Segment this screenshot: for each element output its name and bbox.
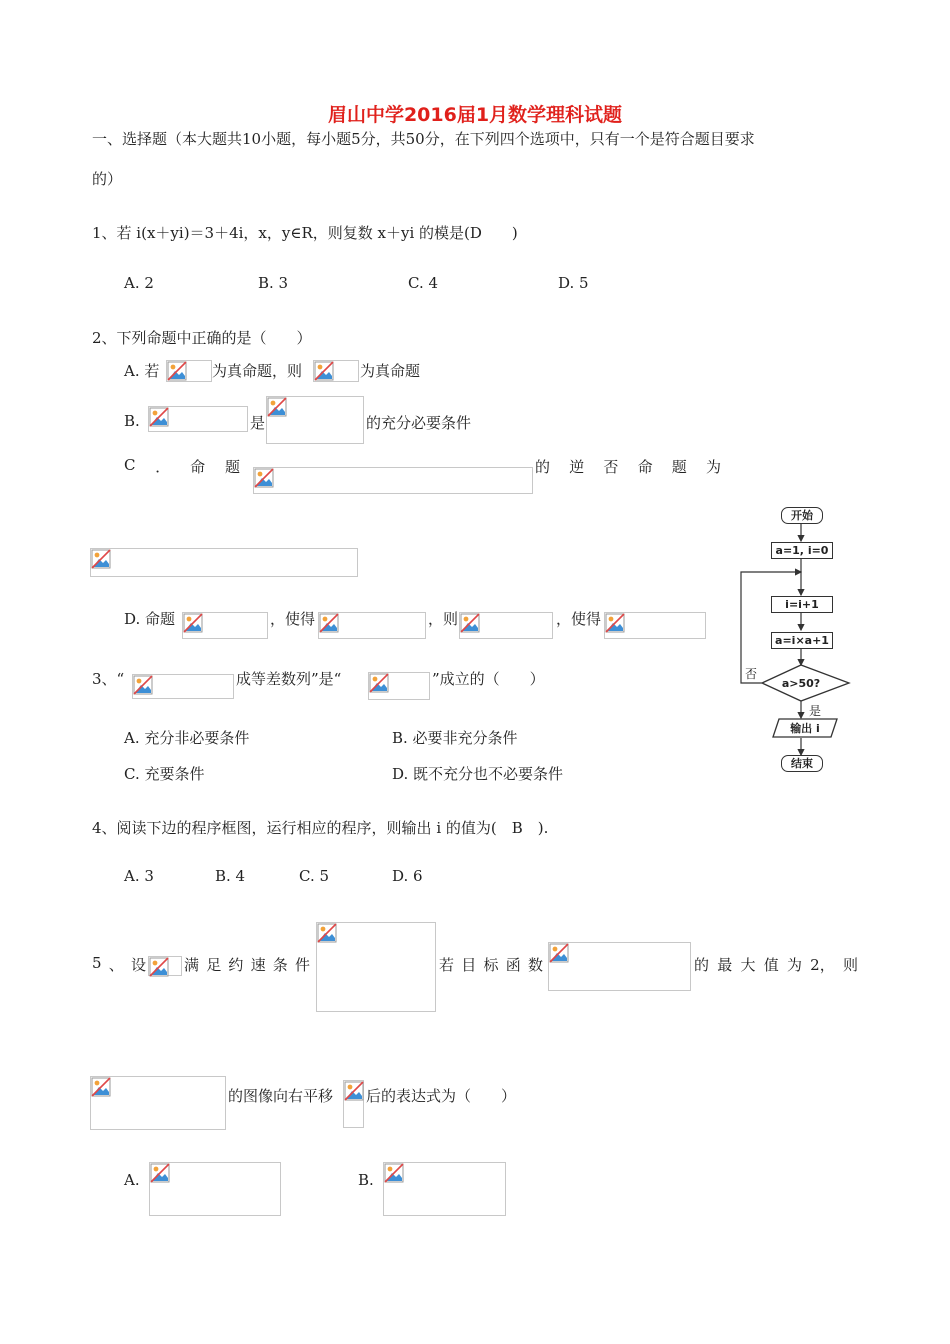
broken-image-icon [91, 1077, 111, 1097]
q2-c-char: 为 [705, 458, 721, 476]
q4-option-c: C. 5 [299, 867, 330, 885]
formula-image [316, 922, 436, 1012]
question-2-stem: 2、下列命题中正确的是（ ） [92, 329, 312, 347]
q5-char: 大 [740, 956, 756, 974]
formula-image [383, 1162, 506, 1216]
q3-stem-end: ”成立的（ ） [432, 670, 545, 688]
q5-line2-mid: 的图像向右平移 [228, 1087, 334, 1105]
broken-image-icon [549, 943, 569, 963]
formula-image [182, 612, 268, 639]
q5-char: 数 [527, 956, 543, 974]
broken-image-icon [314, 361, 334, 381]
q5-part4 [694, 954, 858, 975]
q5-char: 最 [717, 956, 733, 974]
q2-a-prefix: A. 若 [124, 362, 160, 380]
q5-option-a: A. [124, 1171, 140, 1189]
q2-b-suffix: 的充分必要条件 [366, 414, 472, 432]
q2-c-char: 的 [535, 458, 551, 476]
q2-c-char: 题 [671, 458, 687, 476]
q2-c-char: 否 [603, 458, 619, 476]
q3-option-d: D. 既不充分也不必要条件 [392, 765, 564, 783]
q3-stem-open: 3、“ [92, 670, 125, 688]
flowchart-condition: a>50? [781, 677, 821, 690]
q5-char: 足 [206, 956, 222, 974]
q5-char: 函 [505, 956, 521, 974]
q5-char: 、 [108, 956, 124, 974]
flowchart-step-update: a=i×a+1 [771, 632, 833, 649]
q2-d-mid2: ，则 [428, 610, 459, 628]
formula-image [148, 406, 248, 432]
q2-b-prefix: B. [124, 412, 140, 430]
q5-char: 目 [461, 956, 477, 974]
q2-a-mid: 为真命题，则 [212, 362, 303, 380]
formula-image [132, 674, 234, 699]
q5-part1 [92, 954, 146, 975]
q5-char: 值 [763, 956, 779, 974]
q5-line2-end: 后的表达式为（ ） [366, 1087, 517, 1105]
q2-d-mid3: ，使得 [556, 610, 602, 628]
broken-image-icon [267, 397, 287, 417]
q5-option-b: B. [358, 1171, 374, 1189]
flowchart-end: 结束 [781, 755, 823, 772]
formula-image [148, 956, 182, 976]
flowchart-start: 开始 [781, 507, 823, 524]
q2-c-suffix [535, 456, 721, 477]
q5-char: 件 [294, 956, 310, 974]
q3-option-c: C. 充要条件 [124, 765, 205, 783]
q2-b-mid: 是 [250, 414, 266, 432]
formula-image [313, 360, 359, 382]
formula-image [368, 672, 430, 700]
q5-char: 若 [439, 956, 455, 974]
q2-c-char: 逆 [569, 458, 585, 476]
broken-image-icon [149, 407, 169, 427]
flowchart-yes-label: 是 [809, 704, 822, 718]
q5-char: 满 [184, 956, 200, 974]
question-4-stem: 4、阅读下边的程序框图，运行相应的程序，则输出 i 的值为( B ). [92, 819, 549, 837]
q5-char: 为 [786, 956, 802, 974]
q5-char: 约 [228, 956, 244, 974]
q2-d-mid1: ，使得 [270, 610, 316, 628]
q3-stem-mid: 成等差数列”是“ [236, 670, 342, 688]
broken-image-icon [149, 957, 169, 977]
program-flowchart [735, 505, 860, 775]
broken-image-icon [133, 675, 153, 695]
q4-option-b: B. 4 [215, 867, 246, 885]
q5-char: 速 [250, 956, 266, 974]
formula-image [548, 942, 691, 991]
formula-image [149, 1162, 281, 1216]
broken-image-icon [605, 613, 625, 633]
formula-image [90, 548, 358, 577]
q5-char: 5 [92, 954, 102, 972]
q2-c-char: 命 [190, 458, 206, 476]
q5-char: 设 [130, 956, 146, 974]
formula-image [459, 612, 553, 639]
section-heading: 一、选择题（本大题共10小题，每小题5分，共50分，在下列四个选项中，只有一个是符合题目要求 [92, 130, 755, 148]
broken-image-icon [460, 613, 480, 633]
q1-option-b: B. 3 [258, 274, 289, 292]
q2-c-prefix [124, 456, 240, 477]
formula-image [253, 467, 533, 494]
broken-image-icon [183, 613, 203, 633]
flowchart-step-increment: i=i+1 [771, 596, 833, 613]
formula-image [343, 1080, 364, 1128]
section-heading-cont: 的） [92, 170, 123, 188]
broken-image-icon [384, 1163, 404, 1183]
broken-image-icon [344, 1081, 364, 1101]
q5-char: 标 [483, 956, 499, 974]
q5-char: 条 [272, 956, 288, 974]
q5-char: 则 [842, 956, 858, 974]
q1-option-a: A. 2 [124, 274, 154, 292]
broken-image-icon [91, 549, 111, 569]
flowchart-init: a=1, i=0 [771, 542, 833, 559]
q2-c-char: C [124, 456, 136, 474]
question-1-stem: 1、若 i(x＋yi)＝3＋4i，x，y∈R，则复数 x＋yi 的模是(D ) [92, 224, 518, 242]
q5-part2 [184, 954, 310, 975]
q2-c-char: ． [155, 458, 171, 476]
q4-option-a: A. 3 [124, 867, 154, 885]
broken-image-icon [369, 673, 389, 693]
q5-part3 [439, 954, 543, 975]
q3-option-b: B. 必要非充分条件 [392, 729, 518, 747]
broken-image-icon [167, 361, 187, 381]
page-title: 眉山中学2016届1月数学理科试题 [327, 104, 623, 126]
flowchart-output: 输出 i [790, 722, 820, 735]
formula-image [90, 1076, 226, 1130]
broken-image-icon [150, 1163, 170, 1183]
q1-option-c: C. 4 [408, 274, 439, 292]
q4-option-d: D. 6 [392, 867, 423, 885]
q1-option-d: D. 5 [558, 274, 589, 292]
formula-image [266, 396, 364, 444]
q2-c-char: 命 [637, 458, 653, 476]
flowchart-no-label: 否 [745, 667, 758, 681]
q2-d-prefix: D. 命题 [124, 610, 176, 628]
q2-a-suffix: 为真命题 [360, 362, 421, 380]
q2-c-char: 题 [224, 458, 240, 476]
q5-char: 的 [694, 956, 710, 974]
q5-char: 2， [810, 956, 835, 974]
formula-image [318, 612, 426, 639]
formula-image [604, 612, 706, 639]
broken-image-icon [319, 613, 339, 633]
q3-option-a: A. 充分非必要条件 [124, 729, 250, 747]
broken-image-icon [254, 468, 274, 488]
broken-image-icon [317, 923, 337, 943]
formula-image [166, 360, 212, 382]
